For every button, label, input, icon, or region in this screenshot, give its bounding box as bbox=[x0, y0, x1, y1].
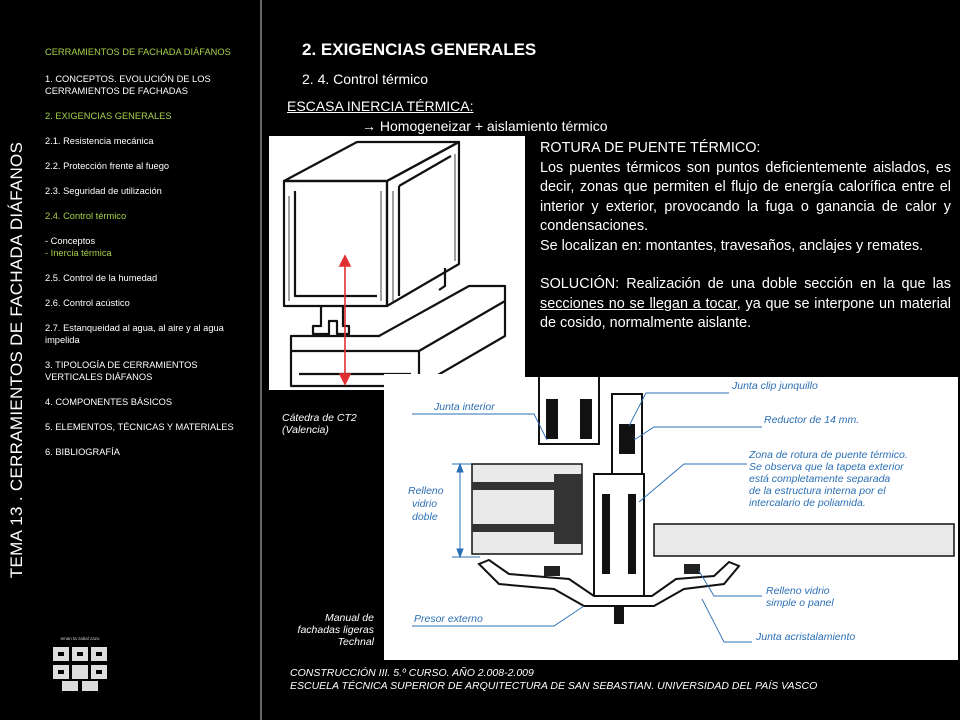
sidebar-item-componentes[interactable]: 4. COMPONENTES BÁSICOS bbox=[45, 397, 173, 407]
footer-school: ESCUELA TÉCNICA SUPERIOR DE ARQUITECTURA DE SAN SEBASTIAN. UNIVERSIDAD DEL PAÍS VASCO bbox=[290, 680, 818, 692]
sidebar-item-header[interactable]: CERRAMIENTOS DE FACHADA DIÁFANOS bbox=[45, 47, 231, 57]
sidebar-item-seguridad[interactable]: 2.3. Seguridad de utilización bbox=[45, 186, 162, 196]
textbox-paragraph-2: Se localizan en: montantes, travesaños, anclajes y remates. bbox=[540, 237, 924, 254]
sidebar-item-exigencias[interactable]: 2. EXIGENCIAS GENERALES bbox=[45, 111, 172, 121]
credit-line: fachadas ligeras bbox=[297, 624, 374, 636]
sidebar-item-resistencia[interactable]: 2.1. Resistencia mecánica bbox=[45, 136, 154, 146]
figure-credit-catedra bbox=[282, 412, 357, 436]
label-relleno-2: vidrio bbox=[412, 498, 438, 510]
footer bbox=[290, 667, 817, 693]
footer-course: CONSTRUCCIÓN III. 5.º CURSO. AÑO 2.008-2.009 bbox=[290, 667, 534, 679]
solution-text-b: , ya que se interpone un material de cosido, normalmente aislante. bbox=[540, 295, 951, 331]
sidebar-nav bbox=[45, 46, 257, 471]
sidebar-divider bbox=[260, 0, 262, 720]
label-presor: Presor externo bbox=[414, 613, 483, 625]
textbox-paragraph-1: Los puentes térmicos son puntos deficientemente aislados, es decir, zonas que permiten el flujo de energía calorífica entre el interior y exterior, provocando la fuga o ganancia de calor y condensaciones. bbox=[540, 159, 951, 234]
label-relleno-simple-2: simple o panel bbox=[766, 597, 834, 609]
sidebar-item-acustico[interactable]: 2.6. Control acústico bbox=[45, 298, 130, 308]
textbox-heading: ROTURA DE PUENTE TÉRMICO: bbox=[540, 140, 761, 156]
figure-credit-technal bbox=[282, 612, 374, 648]
sidebar-item-conceptos[interactable]: 1. CONCEPTOS. EVOLUCIÓN DE LOS CERRAMIENTOS DE FACHADAS bbox=[45, 74, 211, 96]
label-relleno-3: doble bbox=[412, 511, 438, 523]
page-subtitle: 2. 4. Control térmico bbox=[302, 71, 429, 87]
sidebar-item-humedad[interactable]: 2.5. Control de la humedad bbox=[45, 273, 158, 283]
sidebar-item-subconceptos[interactable] bbox=[45, 235, 257, 259]
sidebar-subitem-inercia[interactable]: - Inercia térmica bbox=[45, 248, 112, 258]
label-relleno-1: Relleno bbox=[408, 485, 444, 497]
sidebar-item-label: - Conceptos bbox=[45, 236, 96, 246]
logo-caption: eman ta zabal zazu bbox=[60, 636, 100, 641]
label-junta-clip: Junta clip junquillo bbox=[732, 380, 818, 392]
section-arrow-line: → Homogeneizar + aislamiento térmico bbox=[362, 118, 608, 134]
solution-text-underlined: secciones no se llegan a tocar bbox=[540, 295, 737, 312]
credit-line: Technal bbox=[337, 636, 374, 648]
sidebar-item-tipologia[interactable]: 3. TIPOLOGÍA DE CERRAMIENTOS VERTICALES DIÁFANOS bbox=[45, 360, 198, 382]
page-title: 2. EXIGENCIAS GENERALES bbox=[302, 40, 537, 59]
solution-text-a: SOLUCIÓN: Realización de una doble sección en la que las bbox=[540, 276, 951, 292]
university-logo bbox=[50, 633, 110, 693]
sidebar-item-estanqueidad[interactable]: 2.7. Estanqueidad al agua, al aire y al agua impelida bbox=[45, 323, 224, 345]
section-heading: ESCASA INERCIA TÉRMICA: bbox=[287, 98, 474, 114]
label-zona-line4: de la estructura interna por el bbox=[749, 485, 886, 497]
label-zona-line3: está completamente separada bbox=[749, 473, 891, 485]
credit-line: Cátedra de CT2 bbox=[282, 412, 357, 424]
sidebar-item-fuego[interactable]: 2.2. Protección frente al fuego bbox=[45, 161, 170, 171]
sidebar-item-bibliografia[interactable]: 6. BIBLIOGRAFÍA bbox=[45, 447, 120, 457]
chapter-title-vertical bbox=[2, 0, 32, 720]
label-zona-line5: intercalario de poliamida. bbox=[749, 497, 866, 509]
label-junta-interior: Junta interior bbox=[434, 401, 495, 413]
label-junta-acrist: Junta acristalamiento bbox=[756, 631, 856, 643]
chapter-title-text: TEMA 13 . CERRAMIENTOS DE FACHADA DIÁFANOS bbox=[7, 141, 26, 579]
credit-line: (Valencia) bbox=[282, 424, 329, 436]
sidebar-item-control-termico[interactable]: 2.4. Control térmico bbox=[45, 211, 127, 221]
thermal-break-section-figure bbox=[384, 374, 958, 660]
sidebar-item-elementos[interactable]: 5. ELEMENTOS, TÉCNICAS Y MATERIALES bbox=[45, 422, 234, 432]
textbox-paragraph-3 bbox=[540, 275, 951, 334]
label-zona-line1: Zona de rotura de puente térmico. bbox=[749, 449, 908, 461]
profile-sketch-figure bbox=[269, 136, 525, 390]
credit-line: Manual de bbox=[324, 612, 374, 624]
label-reductor: Reductor de 14 mm. bbox=[764, 414, 860, 426]
label-relleno-simple-1: Relleno vidrio bbox=[766, 585, 830, 597]
label-zona-line2: Se observa que la tapeta exterior bbox=[749, 461, 904, 473]
thermal-bridge-textbox bbox=[525, 137, 959, 377]
